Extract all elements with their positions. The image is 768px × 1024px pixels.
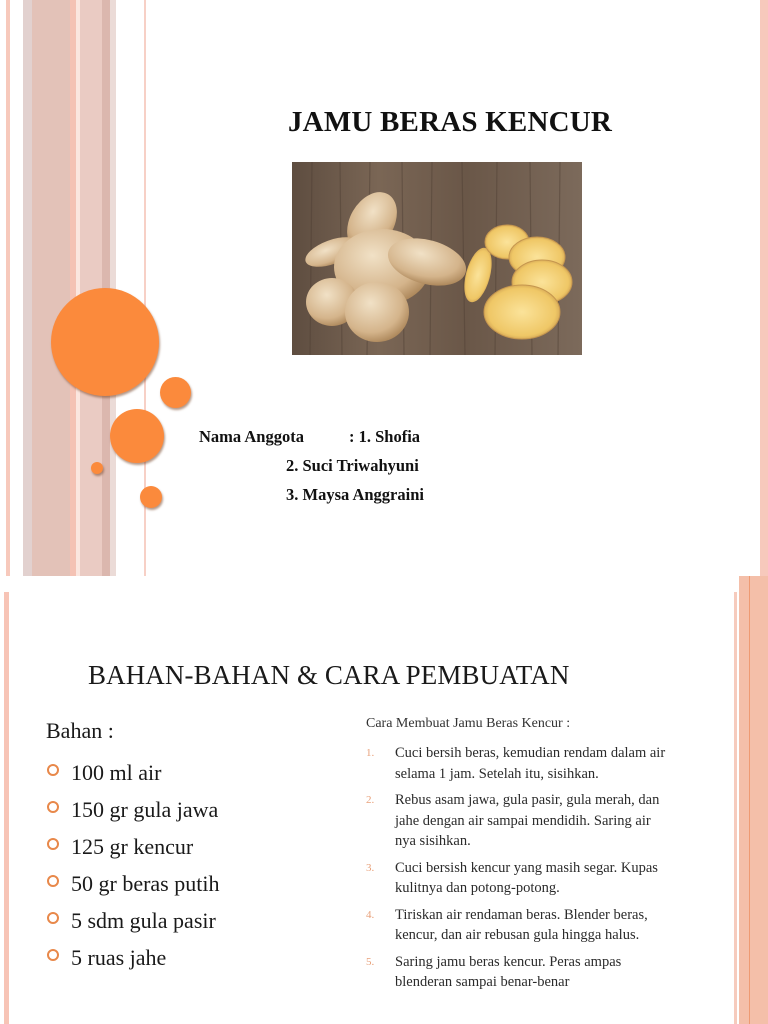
decorative-stripe	[6, 0, 10, 576]
circle-bullet-icon	[47, 801, 59, 813]
members-separator: :	[349, 427, 355, 446]
ingredient-text: 150 gr gula jawa	[71, 796, 219, 822]
ingredients-heading: Bahan :	[46, 718, 114, 743]
circle-bullet-icon	[47, 949, 59, 961]
ingredient-text: 100 ml air	[71, 759, 162, 785]
recipe-slide	[0, 576, 768, 1024]
ingredient-text: 125 gr kencur	[71, 833, 194, 859]
list-item	[366, 858, 666, 899]
decorative-stripe	[23, 0, 32, 576]
circle-bullet-icon	[47, 764, 59, 776]
step-text: Cuci bersih beras, kemudian rendam dalam air selama 1 jam. Setelah itu, sisihkan.	[395, 745, 666, 782]
member-name: 2. Suci Triwahyuni	[286, 456, 419, 475]
step-number: 5.	[366, 955, 375, 968]
ingredients-list	[46, 754, 219, 976]
list-item	[366, 905, 666, 946]
decorative-stripe	[749, 576, 750, 1024]
step-number: 4.	[366, 908, 375, 921]
list-item	[46, 902, 219, 939]
step-text: Cuci bersish kencur yang masih segar. Kupas kulitnya dan potong-potong.	[395, 859, 658, 896]
decorative-circle-small	[140, 486, 162, 508]
step-text: Rebus asam jawa, gula pasir, gula merah, dan jahe dengan air sampai mendidih. Saring air nya sisihkan.	[395, 792, 660, 849]
circle-bullet-icon	[47, 875, 59, 887]
ingredient-text: 5 ruas jahe	[71, 944, 167, 970]
steps-heading: Cara Membuat Jamu Beras Kencur :	[366, 716, 571, 731]
decorative-circle-small	[160, 377, 191, 408]
decorative-stripe	[760, 0, 768, 576]
circle-bullet-icon	[47, 838, 59, 850]
member-name: 3. Maysa Anggraini	[286, 485, 424, 504]
step-text: Tiriskan air rendaman beras. Blender beras, kencur, dan air rebusan gula hingga halus.	[395, 906, 648, 943]
list-item	[46, 791, 219, 828]
members-label: Nama Anggota	[199, 427, 304, 446]
list-item	[366, 952, 666, 993]
list-item	[366, 790, 666, 852]
step-number: 3.	[366, 861, 375, 874]
decorative-circle-medium	[110, 409, 164, 463]
slide-title: JAMU BERAS KENCUR	[287, 106, 613, 138]
decorative-circle-tiny	[91, 462, 103, 474]
members-list	[199, 426, 424, 513]
list-item	[46, 828, 219, 865]
circle-bullet-icon	[47, 912, 59, 924]
ginger-photo	[292, 162, 582, 355]
steps-list	[366, 743, 666, 999]
member-name: 1. Shofia	[358, 427, 421, 446]
list-item	[46, 939, 219, 976]
list-item	[366, 743, 666, 784]
slide-title: BAHAN-BAHAN & CARA PEMBUATAN	[88, 660, 570, 690]
list-item	[46, 865, 219, 902]
step-text: Saring jamu beras kencur. Peras ampas blenderan sampai benar-benar	[395, 953, 622, 990]
decorative-circle-large	[51, 288, 159, 396]
step-number: 2.	[366, 794, 375, 806]
decorative-stripe	[32, 0, 70, 576]
decorative-stripe	[739, 576, 768, 1024]
step-number: 1.	[366, 747, 375, 759]
decorative-stripe	[734, 592, 737, 1024]
decorative-stripe	[4, 592, 9, 1024]
list-item	[46, 754, 219, 791]
ingredient-text: 5 sdm gula pasir	[71, 907, 216, 933]
ingredient-text: 50 gr beras putih	[71, 870, 220, 896]
